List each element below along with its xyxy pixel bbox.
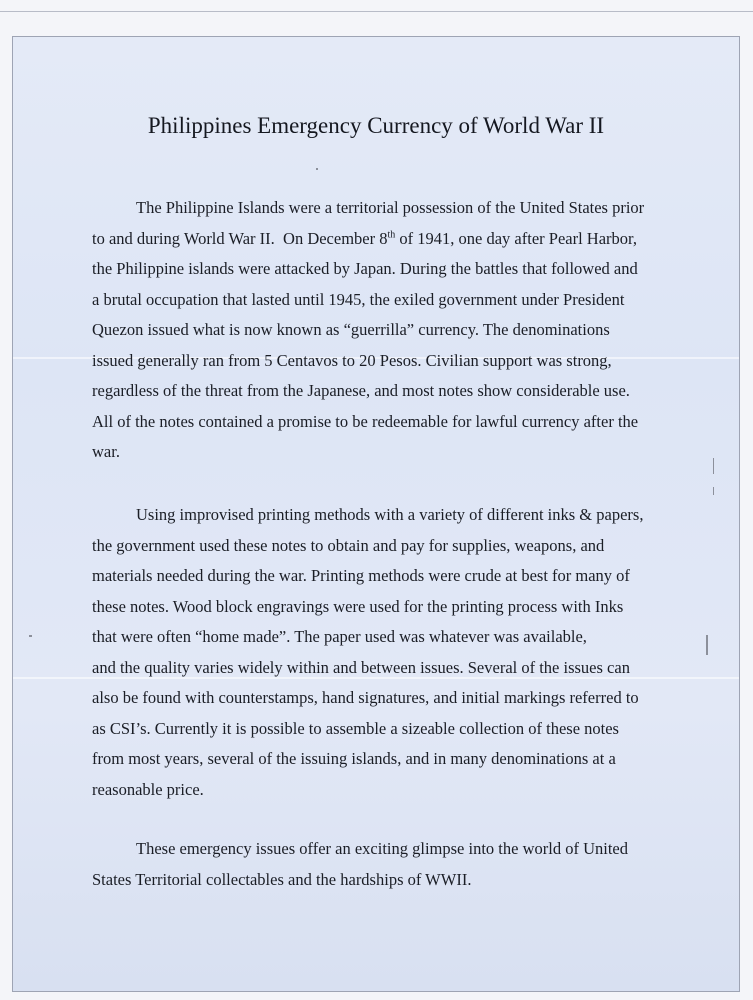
document-title: Philippines Emergency Currency of World War II — [147, 113, 605, 138]
paragraph-1 — [92, 193, 692, 468]
speck-mark — [29, 635, 32, 637]
paragraph-2 — [92, 500, 692, 805]
text-line: Quezon issued what is now known as “guerrilla” currency. The denominations — [92, 320, 610, 339]
text-line: regardless of the threat from the Japanese, and most notes show considerable use. — [92, 381, 630, 400]
paper-sheet — [12, 36, 740, 992]
text-line: the government used these notes to obtain and pay for supplies, weapons, and — [92, 535, 605, 555]
text-line: All of the notes contained a promise to be redeemable for lawful currency after the — [92, 411, 639, 431]
text-line: materials needed during the war. Printing methods were crude at best for many of — [92, 566, 630, 585]
text-line: a brutal occupation that lasted until 1945, the exiled government under President — [92, 289, 625, 309]
text-line: to and during World War II. On December 8th of 1941, one day after Pearl Harbor, — [92, 228, 637, 248]
text-line: war. — [92, 442, 120, 461]
text-line: States Territorial collectables and the hardships of WWII. — [92, 869, 472, 889]
text-line: these notes. Wood block engravings were used for the printing process with Inks — [92, 596, 624, 616]
text-line: Using improvised printing methods with a variety of different inks & papers, — [136, 505, 644, 524]
speck-mark — [316, 168, 318, 170]
text-line: reasonable price. — [92, 779, 204, 799]
text-line: These emergency issues offer an exciting glimpse into the world of United — [136, 839, 628, 858]
paragraph-3 — [92, 834, 692, 895]
scan-edge-line — [0, 11, 753, 12]
text-line: and the quality varies widely within and between issues. Several of the issues can — [92, 657, 630, 677]
text-line: from most years, several of the issuing islands, and in many denominations at a — [92, 749, 616, 768]
text-line: as CSI’s. Currently it is possible to assemble a sizeable collection of these notes — [92, 718, 619, 738]
stray-mark — [706, 635, 708, 655]
stray-mark — [713, 458, 714, 474]
text-line: The Philippine Islands were a territorial possession of the United States prior — [136, 198, 645, 217]
text-line: also be found with counterstamps, hand signatures, and initial markings referred to — [92, 688, 639, 707]
text-line: that were often “home made”. The paper used was whatever was available, — [92, 627, 587, 646]
text-line: issued generally ran from 5 Centavos to 20 Pesos. Civilian support was strong, — [92, 350, 612, 370]
text-line: the Philippine islands were attacked by Japan. During the battles that followed and — [92, 259, 638, 278]
stray-mark — [713, 487, 714, 495]
